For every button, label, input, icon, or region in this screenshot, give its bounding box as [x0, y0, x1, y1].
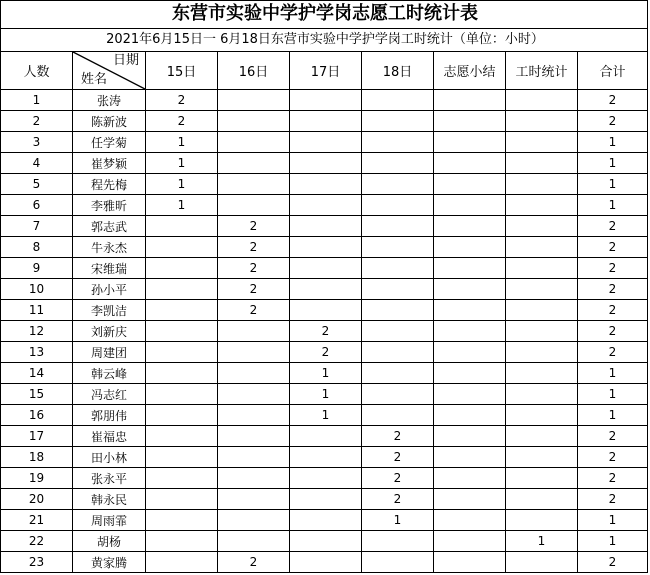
cell-d16[interactable] — [218, 426, 290, 447]
cell-d15[interactable]: 1 — [146, 174, 218, 195]
table-row — [1, 426, 648, 447]
cell-hours[interactable] — [506, 300, 578, 321]
cell-num[interactable]: 9 — [1, 258, 73, 279]
cell-summary[interactable] — [434, 111, 506, 132]
cell-hours[interactable] — [506, 321, 578, 342]
cell-summary[interactable] — [434, 405, 506, 426]
cell-name[interactable]: 李雅昕 — [73, 195, 146, 216]
cell-d17[interactable]: 2 — [290, 321, 362, 342]
cell-d17[interactable] — [290, 174, 362, 195]
header-row — [1, 52, 648, 90]
cell-summary[interactable] — [434, 258, 506, 279]
hours-table — [0, 51, 648, 573]
table-row — [1, 195, 648, 216]
table-row — [1, 447, 648, 468]
cell-total[interactable]: 2 — [578, 90, 648, 111]
table-row — [1, 258, 648, 279]
cell-d15[interactable] — [146, 552, 218, 573]
cell-hours[interactable] — [506, 90, 578, 111]
cell-name[interactable]: 郭朋伟 — [73, 405, 146, 426]
cell-summary[interactable] — [434, 363, 506, 384]
cell-d18[interactable] — [362, 90, 434, 111]
cell-total[interactable]: 2 — [578, 447, 648, 468]
cell-name[interactable]: 程先梅 — [73, 174, 146, 195]
cell-hours[interactable] — [506, 363, 578, 384]
cell-d15[interactable]: 2 — [146, 111, 218, 132]
cell-d15[interactable]: 2 — [146, 90, 218, 111]
cell-d15[interactable]: 1 — [146, 132, 218, 153]
header-summary[interactable]: 志愿小结 — [434, 52, 506, 90]
cell-d15[interactable]: 1 — [146, 195, 218, 216]
table-row — [1, 132, 648, 153]
cell-total[interactable]: 1 — [578, 132, 648, 153]
table-row — [1, 321, 648, 342]
cell-d15[interactable] — [146, 405, 218, 426]
cell-hours[interactable] — [506, 384, 578, 405]
cell-total[interactable]: 2 — [578, 426, 648, 447]
cell-num[interactable]: 3 — [1, 132, 73, 153]
header-d16[interactable]: 16日 — [218, 52, 290, 90]
cell-d17[interactable] — [290, 216, 362, 237]
header-hours[interactable]: 工时统计 — [506, 52, 578, 90]
cell-hours[interactable] — [506, 216, 578, 237]
cell-d16[interactable] — [218, 195, 290, 216]
cell-summary[interactable] — [434, 552, 506, 573]
cell-d16[interactable] — [218, 90, 290, 111]
cell-d17[interactable]: 1 — [290, 384, 362, 405]
cell-name[interactable]: 周建团 — [73, 342, 146, 363]
cell-num[interactable]: 11 — [1, 300, 73, 321]
cell-summary[interactable] — [434, 342, 506, 363]
cell-name[interactable]: 崔梦颖 — [73, 153, 146, 174]
cell-d16[interactable]: 2 — [218, 279, 290, 300]
cell-total[interactable]: 2 — [578, 468, 648, 489]
cell-total[interactable]: 1 — [578, 195, 648, 216]
cell-name[interactable]: 宋维瑞 — [73, 258, 146, 279]
cell-d17[interactable] — [290, 237, 362, 258]
table-row — [1, 174, 648, 195]
cell-name[interactable]: 刘新庆 — [73, 321, 146, 342]
cell-d17[interactable] — [290, 258, 362, 279]
table-row — [1, 300, 648, 321]
cell-d15[interactable] — [146, 237, 218, 258]
cell-num[interactable]: 4 — [1, 153, 73, 174]
cell-d18[interactable]: 2 — [362, 468, 434, 489]
table-row — [1, 468, 648, 489]
cell-d16[interactable] — [218, 531, 290, 552]
cell-num[interactable]: 6 — [1, 195, 73, 216]
cell-d17[interactable] — [290, 447, 362, 468]
cell-d15[interactable] — [146, 468, 218, 489]
cell-d17[interactable] — [290, 426, 362, 447]
cell-d17[interactable] — [290, 552, 362, 573]
cell-d15[interactable] — [146, 258, 218, 279]
cell-total[interactable]: 2 — [578, 552, 648, 573]
cell-hours[interactable] — [506, 468, 578, 489]
cell-d18[interactable] — [362, 363, 434, 384]
cell-d18[interactable] — [362, 111, 434, 132]
cell-d15[interactable] — [146, 384, 218, 405]
cell-d15[interactable] — [146, 216, 218, 237]
cell-summary[interactable] — [434, 531, 506, 552]
cell-d17[interactable] — [290, 489, 362, 510]
cell-hours[interactable] — [506, 405, 578, 426]
cell-d15[interactable] — [146, 321, 218, 342]
cell-summary[interactable] — [434, 132, 506, 153]
cell-hours[interactable] — [506, 510, 578, 531]
cell-d18[interactable] — [362, 552, 434, 573]
table-row — [1, 405, 648, 426]
cell-name[interactable]: 孙小平 — [73, 279, 146, 300]
header-total[interactable]: 合计 — [578, 52, 648, 90]
cell-d18[interactable] — [362, 300, 434, 321]
cell-num[interactable]: 17 — [1, 426, 73, 447]
cell-hours[interactable] — [506, 258, 578, 279]
cell-hours[interactable] — [506, 153, 578, 174]
cell-num[interactable]: 7 — [1, 216, 73, 237]
cell-summary[interactable] — [434, 216, 506, 237]
cell-name[interactable]: 黄家腾 — [73, 552, 146, 573]
cell-name[interactable]: 周雨霏 — [73, 510, 146, 531]
cell-total[interactable]: 2 — [578, 216, 648, 237]
cell-d18[interactable] — [362, 321, 434, 342]
cell-d17[interactable] — [290, 279, 362, 300]
cell-num[interactable]: 12 — [1, 321, 73, 342]
cell-hours[interactable] — [506, 174, 578, 195]
cell-hours[interactable] — [506, 237, 578, 258]
cell-d18[interactable] — [362, 531, 434, 552]
cell-num[interactable]: 18 — [1, 447, 73, 468]
cell-d16[interactable]: 2 — [218, 552, 290, 573]
table-row — [1, 384, 648, 405]
table-row — [1, 363, 648, 384]
cell-d15[interactable] — [146, 300, 218, 321]
cell-num[interactable]: 8 — [1, 237, 73, 258]
cell-summary[interactable] — [434, 321, 506, 342]
cell-d17[interactable]: 2 — [290, 342, 362, 363]
sheet-title: 东营市实验中学护学岗志愿工时统计表 — [172, 3, 478, 24]
cell-d17[interactable] — [290, 90, 362, 111]
table-row — [1, 90, 648, 111]
cell-d18[interactable] — [362, 405, 434, 426]
cell-d18[interactable] — [362, 237, 434, 258]
sheet-subtitle: 2021年6月15日一 6月18日东营市实验中学护学岗工时统计（单位：小时） — [106, 32, 544, 47]
cell-summary[interactable] — [434, 489, 506, 510]
cell-num[interactable]: 5 — [1, 174, 73, 195]
cell-d15[interactable] — [146, 426, 218, 447]
cell-d17[interactable] — [290, 111, 362, 132]
header-name-label: 姓名 — [81, 72, 108, 87]
cell-num[interactable]: 20 — [1, 489, 73, 510]
cell-d16[interactable] — [218, 342, 290, 363]
cell-d17[interactable] — [290, 510, 362, 531]
cell-total[interactable]: 2 — [578, 111, 648, 132]
cell-summary[interactable] — [434, 174, 506, 195]
cell-total[interactable]: 2 — [578, 342, 648, 363]
cell-name[interactable]: 崔福忠 — [73, 426, 146, 447]
cell-name[interactable]: 陈新波 — [73, 111, 146, 132]
cell-summary[interactable] — [434, 237, 506, 258]
cell-hours[interactable] — [506, 279, 578, 300]
cell-d15[interactable] — [146, 489, 218, 510]
cell-name[interactable]: 韩永民 — [73, 489, 146, 510]
cell-d16[interactable] — [218, 174, 290, 195]
cell-summary[interactable] — [434, 384, 506, 405]
table-body — [1, 90, 648, 573]
cell-total[interactable]: 1 — [578, 405, 648, 426]
cell-d17[interactable] — [290, 132, 362, 153]
cell-d15[interactable] — [146, 447, 218, 468]
cell-d17[interactable] — [290, 153, 362, 174]
header-date-label: 日期 — [112, 53, 139, 68]
cell-num[interactable]: 10 — [1, 279, 73, 300]
cell-num[interactable]: 1 — [1, 90, 73, 111]
table-row — [1, 279, 648, 300]
cell-d16[interactable] — [218, 468, 290, 489]
cell-num[interactable]: 13 — [1, 342, 73, 363]
cell-name[interactable]: 胡杨 — [73, 531, 146, 552]
cell-summary[interactable] — [434, 468, 506, 489]
cell-name[interactable]: 田小林 — [73, 447, 146, 468]
cell-d16[interactable]: 2 — [218, 300, 290, 321]
cell-d17[interactable]: 1 — [290, 405, 362, 426]
cell-total[interactable]: 2 — [578, 321, 648, 342]
cell-d17[interactable] — [290, 468, 362, 489]
cell-name[interactable]: 张永平 — [73, 468, 146, 489]
cell-total[interactable]: 1 — [578, 363, 648, 384]
cell-num[interactable]: 2 — [1, 111, 73, 132]
table-row — [1, 237, 648, 258]
cell-d15[interactable] — [146, 363, 218, 384]
cell-d18[interactable] — [362, 384, 434, 405]
cell-d16[interactable] — [218, 363, 290, 384]
cell-d15[interactable] — [146, 531, 218, 552]
cell-d18[interactable]: 2 — [362, 426, 434, 447]
header-d15[interactable]: 15日 — [146, 52, 218, 90]
cell-d16[interactable] — [218, 447, 290, 468]
cell-d16[interactable]: 2 — [218, 216, 290, 237]
header-d17[interactable]: 17日 — [290, 52, 362, 90]
cell-total[interactable]: 2 — [578, 258, 648, 279]
cell-summary[interactable] — [434, 510, 506, 531]
cell-d16[interactable] — [218, 321, 290, 342]
cell-d18[interactable] — [362, 153, 434, 174]
cell-hours[interactable] — [506, 342, 578, 363]
cell-d16[interactable] — [218, 510, 290, 531]
cell-d15[interactable] — [146, 342, 218, 363]
cell-hours[interactable] — [506, 111, 578, 132]
cell-total[interactable]: 2 — [578, 279, 648, 300]
cell-hours[interactable] — [506, 552, 578, 573]
table-row — [1, 531, 648, 552]
cell-num[interactable]: 16 — [1, 405, 73, 426]
cell-d16[interactable]: 2 — [218, 258, 290, 279]
cell-d15[interactable]: 1 — [146, 153, 218, 174]
cell-num[interactable]: 14 — [1, 363, 73, 384]
cell-hours[interactable] — [506, 426, 578, 447]
cell-d17[interactable] — [290, 300, 362, 321]
cell-d16[interactable] — [218, 153, 290, 174]
table-row — [1, 510, 648, 531]
cell-d16[interactable] — [218, 384, 290, 405]
cell-num[interactable]: 23 — [1, 552, 73, 573]
cell-summary[interactable] — [434, 300, 506, 321]
cell-summary[interactable] — [434, 195, 506, 216]
cell-d18[interactable]: 1 — [362, 510, 434, 531]
cell-d15[interactable] — [146, 510, 218, 531]
cell-num[interactable]: 21 — [1, 510, 73, 531]
cell-d18[interactable] — [362, 132, 434, 153]
cell-total[interactable]: 2 — [578, 237, 648, 258]
cell-name[interactable]: 韩云峰 — [73, 363, 146, 384]
cell-d18[interactable]: 2 — [362, 489, 434, 510]
cell-total[interactable]: 1 — [578, 174, 648, 195]
cell-hours[interactable]: 1 — [506, 531, 578, 552]
cell-d18[interactable] — [362, 279, 434, 300]
cell-name[interactable]: 冯志红 — [73, 384, 146, 405]
table-row — [1, 153, 648, 174]
cell-d18[interactable] — [362, 258, 434, 279]
cell-d18[interactable] — [362, 195, 434, 216]
cell-d17[interactable] — [290, 531, 362, 552]
cell-name[interactable]: 郭志武 — [73, 216, 146, 237]
cell-d18[interactable] — [362, 216, 434, 237]
cell-total[interactable]: 2 — [578, 489, 648, 510]
cell-d18[interactable] — [362, 342, 434, 363]
table-row — [1, 342, 648, 363]
table-row — [1, 552, 648, 573]
cell-summary[interactable] — [434, 447, 506, 468]
cell-total[interactable]: 1 — [578, 531, 648, 552]
cell-hours[interactable] — [506, 489, 578, 510]
cell-num[interactable]: 15 — [1, 384, 73, 405]
table-row — [1, 489, 648, 510]
cell-name[interactable]: 任学菊 — [73, 132, 146, 153]
cell-summary[interactable] — [434, 90, 506, 111]
cell-d15[interactable] — [146, 279, 218, 300]
cell-d16[interactable] — [218, 111, 290, 132]
table-row — [1, 216, 648, 237]
cell-d16[interactable] — [218, 489, 290, 510]
cell-total[interactable]: 2 — [578, 300, 648, 321]
cell-d17[interactable]: 1 — [290, 363, 362, 384]
cell-hours[interactable] — [506, 132, 578, 153]
cell-hours[interactable] — [506, 447, 578, 468]
header-date-name[interactable] — [73, 52, 146, 90]
header-d18[interactable]: 18日 — [362, 52, 434, 90]
header-num[interactable]: 人数 — [1, 52, 73, 90]
cell-name[interactable]: 牛永杰 — [73, 237, 146, 258]
cell-summary[interactable] — [434, 153, 506, 174]
cell-summary[interactable] — [434, 279, 506, 300]
cell-summary[interactable] — [434, 426, 506, 447]
cell-d16[interactable] — [218, 405, 290, 426]
cell-d18[interactable]: 2 — [362, 447, 434, 468]
cell-d16[interactable] — [218, 132, 290, 153]
cell-total[interactable]: 1 — [578, 384, 648, 405]
cell-name[interactable]: 张涛 — [73, 90, 146, 111]
cell-d18[interactable] — [362, 174, 434, 195]
cell-d16[interactable]: 2 — [218, 237, 290, 258]
cell-num[interactable]: 19 — [1, 468, 73, 489]
cell-num[interactable]: 22 — [1, 531, 73, 552]
cell-d17[interactable] — [290, 195, 362, 216]
cell-name[interactable]: 李凯洁 — [73, 300, 146, 321]
cell-hours[interactable] — [506, 195, 578, 216]
table-row — [1, 111, 648, 132]
cell-total[interactable]: 1 — [578, 510, 648, 531]
cell-total[interactable]: 1 — [578, 153, 648, 174]
